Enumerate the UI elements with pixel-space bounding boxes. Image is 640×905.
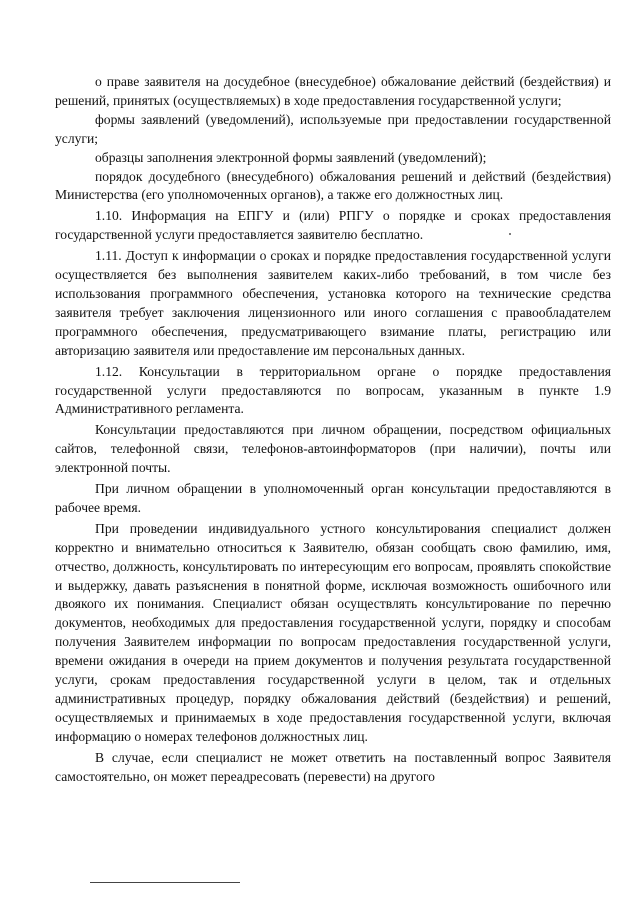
paragraph-form-samples: образцы заполнения электронной формы заявлений (уведомлений);	[95, 149, 487, 165]
paragraph-consultation-channels: Консультации предоставляются при личном обращении, посредством официальных сайтов, телефонной связи, телефонов-автоинформаторов (при наличии), почты или электронной почты.	[55, 422, 611, 476]
paragraph-appeal-procedure: порядок досудебного (внесудебного) обжалования решений и действий (бездействия) Министерства (его уполномоченных органов), а также его должностных лиц.	[55, 168, 611, 203]
paragraph-application-forms: формы заявлений (уведомлений), используемые при предоставлении государственной услуги;	[55, 111, 611, 146]
paragraph-1-12: 1.12. Консультации в территориальном органе о порядке предоставления государственной услуги предоставляются по вопросам, указанным в пункте 1.9 Административного регламента.	[55, 363, 611, 417]
paragraph-1-10: 1.10. Информация на ЕПГУ и (или) РПГУ о порядке и сроках предоставления государственной услуги предоставляется заявителю бесплатно.	[55, 208, 611, 243]
document-body	[55, 73, 611, 787]
scan-speck	[509, 233, 511, 235]
paragraph-redirect: В случае, если специалист не может ответить на поставленный вопрос Заявителя самостоятельно, он может переадресовать (перевести) на другого	[55, 749, 611, 784]
paragraph-1-11: 1.11. Доступ к информации о сроках и порядке предоставления государственной услуги осуществляется без выполнения заявителем каких-либо требований, в том числе без использования программного обеспечения, установка которого на технические средства заявителя требует заключения лицензионного или иного соглашения с правообладателем программного обеспечения, предусматривающего взимание платы, регистрацию или авторизацию заявителя или предоставление им персональных данных.	[55, 248, 611, 358]
footnote-separator	[90, 882, 240, 883]
paragraph-appeal-right: о праве заявителя на досудебное (внесудебное) обжалование действий (бездействия) и решений, принятых (осуществляемых) в ходе предоставления государственной услуги;	[55, 74, 611, 108]
paragraph-personal-visit: При личном обращении в уполномоченный орган консультации предоставляются в рабочее время.	[55, 481, 611, 515]
paragraph-oral-consulting: При проведении индивидуального устного консультирования специалист должен корректно и внимательно относиться к Заявителю, обязан сообщать свою фамилию, имя, отчество, должность, консультировать по интересующим его вопросам, проявлять спокойствие и выдержку, давать разъяснения в понятной форме, исключая возможность ошибочного или двоякого их понимания. Специалист обязан осуществлять консультирование по перечню документов, необходимых для предоставления государственной услуги, порядку и способам получения Заявителем информации по вопросам предоставления государственной услуги, времени ожидания в очереди на прием документов и получения результата государственной услуги, срокам предоставления государственной услуги в целом, так и отдельных административных процедур, порядку обжалования действий (бездействия) и решений, осуществляемых и принимаемых в ходе предоставления государственной услуги, включая информацию о номерах телефонов должностных лиц.	[55, 520, 611, 744]
